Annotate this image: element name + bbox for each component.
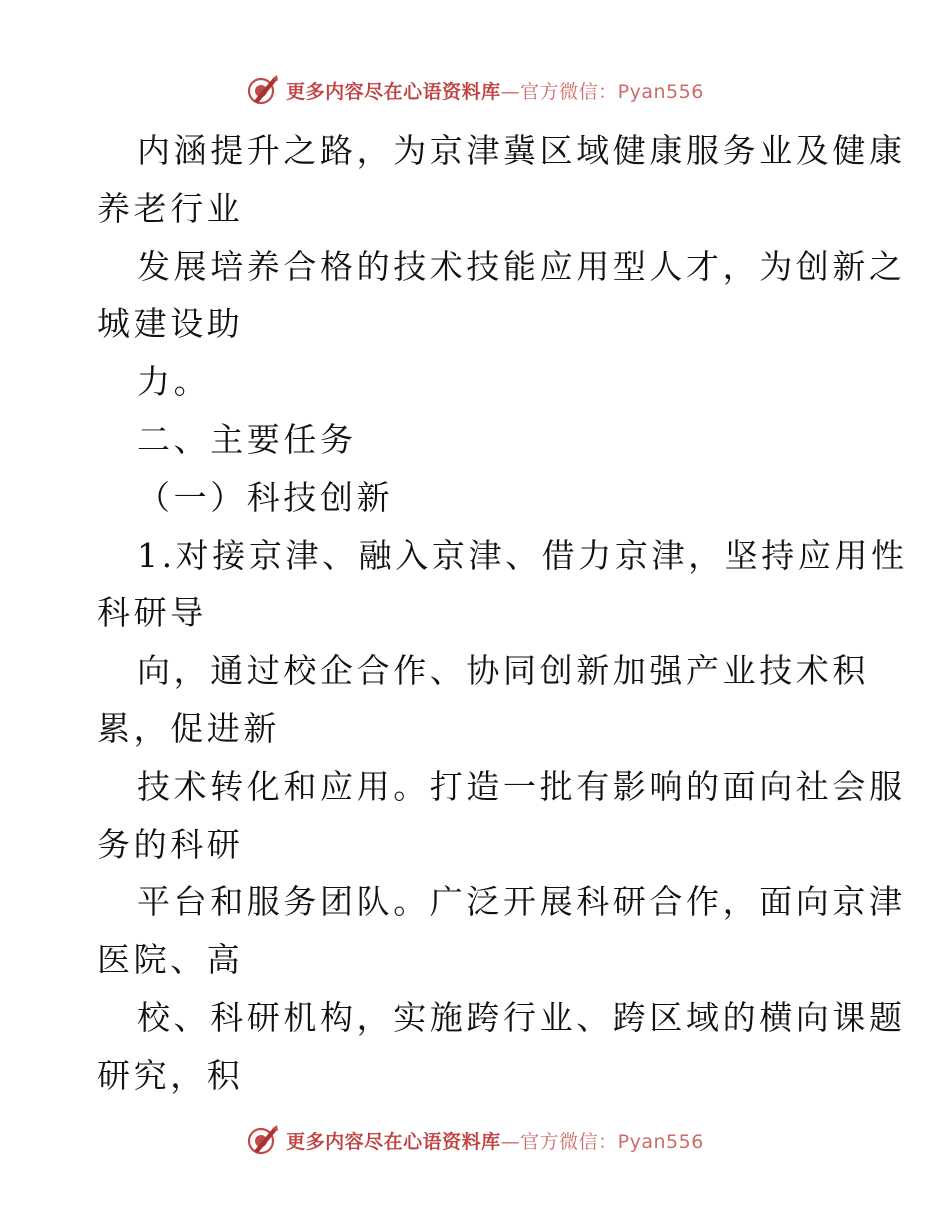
section-heading: 二、主要任务	[137, 419, 357, 459]
body-line: 研究，积	[97, 1055, 244, 1095]
body-line: 技术转化和应用。打造一批有影响的面向社会服	[137, 766, 906, 806]
body-line: 校、科研机构，实施跨行业、跨区域的横向课题	[137, 997, 906, 1037]
body-line: 内涵提升之路，为京津冀区域健康服务业及健康	[137, 131, 906, 170]
body-line: 城建设助	[97, 304, 244, 344]
footer-watermark-banner	[0, 1120, 950, 1160]
body-line: 力。	[137, 362, 211, 402]
header-banner-text	[286, 77, 704, 104]
body-line: 务的科研	[97, 824, 244, 864]
quill-logo-icon	[246, 1123, 280, 1157]
body-line: 向，通过校企合作、协同创新加强产业技术积	[137, 651, 869, 691]
header-banner-tail: —官方微信：Pyan556	[500, 80, 704, 103]
body-line: 1.对接京津、融入京津、借力京津，坚持应用性	[137, 535, 908, 575]
footer-banner-text	[286, 1127, 704, 1154]
header-banner-lead: 更多内容尽在心语资料库	[286, 80, 501, 103]
body-line: 发展培养合格的技术技能应用型人才，为创新之	[137, 246, 906, 286]
header-watermark-banner	[0, 70, 950, 110]
body-line: 科研导	[97, 593, 207, 633]
document-body	[97, 122, 908, 1105]
body-line: 医院、高	[97, 940, 244, 980]
body-line: 平台和服务团队。广泛开展科研合作，面向京津	[137, 882, 906, 922]
footer-banner-lead: 更多内容尽在心语资料库	[286, 1130, 501, 1153]
body-line: 累，促进新	[97, 708, 280, 748]
body-line: 养老行业	[97, 188, 244, 228]
footer-banner-tail: —官方微信：Pyan556	[500, 1130, 704, 1153]
subsection-heading: （一）科技创新	[137, 477, 394, 517]
quill-logo-icon	[246, 73, 280, 107]
